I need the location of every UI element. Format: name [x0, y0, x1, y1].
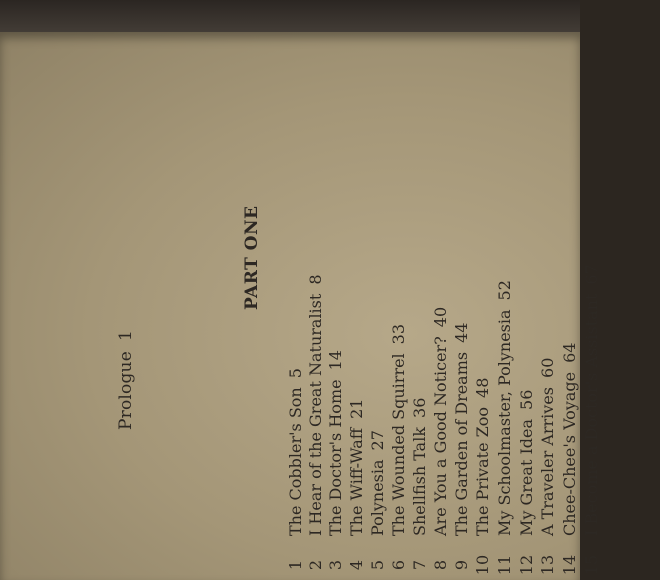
chapter-page: 5 — [286, 368, 305, 379]
chapter-title: I Become a Doctor's Assistant — [582, 293, 601, 536]
toc-row — [389, 100, 409, 580]
chapter-title: The Garden of Dreams — [452, 351, 471, 536]
chapter-number: 7 — [410, 559, 429, 571]
toc-row — [326, 100, 346, 580]
prologue-page: 1 — [116, 330, 136, 342]
toc-row — [473, 100, 493, 580]
chapter-entry — [538, 358, 557, 536]
chapter-entry — [368, 430, 387, 536]
chapter-title: The Wounded Squirrel — [389, 353, 408, 536]
chapter-number: 10 — [473, 554, 492, 576]
chapter-number: 5 — [368, 559, 387, 571]
chapter-page: 64 — [560, 342, 579, 363]
toc-row — [452, 100, 472, 580]
chapter-title: My Great Idea — [517, 418, 536, 536]
chapter-entry — [495, 280, 514, 536]
chapter-title: The Private Zoo — [473, 406, 492, 536]
toc-row — [582, 100, 602, 580]
chapter-entry — [286, 368, 305, 536]
chapter-entry — [389, 324, 408, 536]
toc-row — [368, 100, 388, 580]
chapter-entry — [326, 350, 345, 536]
chapter-entry — [452, 323, 471, 536]
chapter-page: 48 — [473, 377, 492, 398]
chapter-title: The Wiff-Waff — [347, 427, 366, 536]
chapter-entry — [582, 264, 601, 536]
toc-row — [495, 100, 515, 580]
chapter-number: 6 — [389, 559, 408, 571]
chapter-title: A Traveler Arrives — [538, 386, 557, 536]
chapter-page: 60 — [538, 357, 557, 378]
chapter-page: 44 — [452, 322, 471, 343]
chapter-page: 67 — [582, 264, 601, 285]
chapter-entry — [431, 307, 450, 536]
chapter-entry — [410, 398, 429, 536]
chapter-number: 4 — [347, 559, 366, 571]
chapter-title: Polynesia — [368, 459, 387, 536]
chapter-title: I Hear of the Great Naturalist — [306, 293, 325, 536]
chapter-number: 15 — [582, 554, 601, 576]
chapter-page: 33 — [389, 323, 408, 345]
chapter-number: 9 — [452, 559, 471, 571]
toc-row — [431, 100, 451, 580]
chapter-title: The Doctor's Home — [326, 379, 345, 536]
chapter-number: 13 — [538, 554, 557, 576]
chapter-page: 40 — [431, 306, 450, 328]
chapter-entry — [306, 274, 325, 536]
toc-row — [286, 100, 306, 580]
chapter-entry — [347, 399, 366, 536]
chapter-title: My Schoolmaster, Polynesia — [495, 309, 514, 536]
chapter-page: 56 — [517, 389, 536, 410]
chapter-page: 21 — [347, 398, 366, 419]
toc-row — [538, 100, 558, 580]
chapter-title: Chee-Chee's Voyage — [560, 371, 579, 536]
chapter-page: 27 — [368, 430, 387, 451]
chapter-number: 8 — [431, 559, 450, 571]
toc-row — [347, 100, 367, 580]
chapter-page: 52 — [495, 280, 514, 301]
chapter-number: 14 — [560, 554, 579, 576]
part-title: PART ONE — [242, 205, 262, 310]
chapter-entry — [560, 343, 579, 536]
table-of-contents — [80, 80, 660, 580]
prologue-entry — [116, 330, 136, 430]
chapter-page: 36 — [410, 397, 429, 418]
toc-row — [560, 100, 580, 580]
chapter-number: 12 — [517, 554, 536, 576]
chapter-title: The Cobbler's Son — [286, 387, 305, 536]
chapter-entry — [473, 378, 492, 536]
chapter-number: 3 — [326, 559, 345, 571]
prologue-label: Prologue — [116, 351, 136, 430]
chapter-number: 11 — [495, 554, 514, 576]
chapter-entry — [517, 390, 536, 536]
chapter-title: Shellfish Talk — [410, 426, 429, 536]
chapter-page: 14 — [326, 350, 345, 371]
chapter-title: Are You a Good Noticer? — [431, 336, 450, 536]
toc-row — [306, 100, 326, 580]
chapter-page: 8 — [306, 274, 325, 285]
toc-row — [410, 100, 430, 580]
chapter-number: 1 — [286, 559, 305, 571]
chapter-number: 2 — [306, 559, 325, 571]
toc-row — [517, 100, 537, 580]
